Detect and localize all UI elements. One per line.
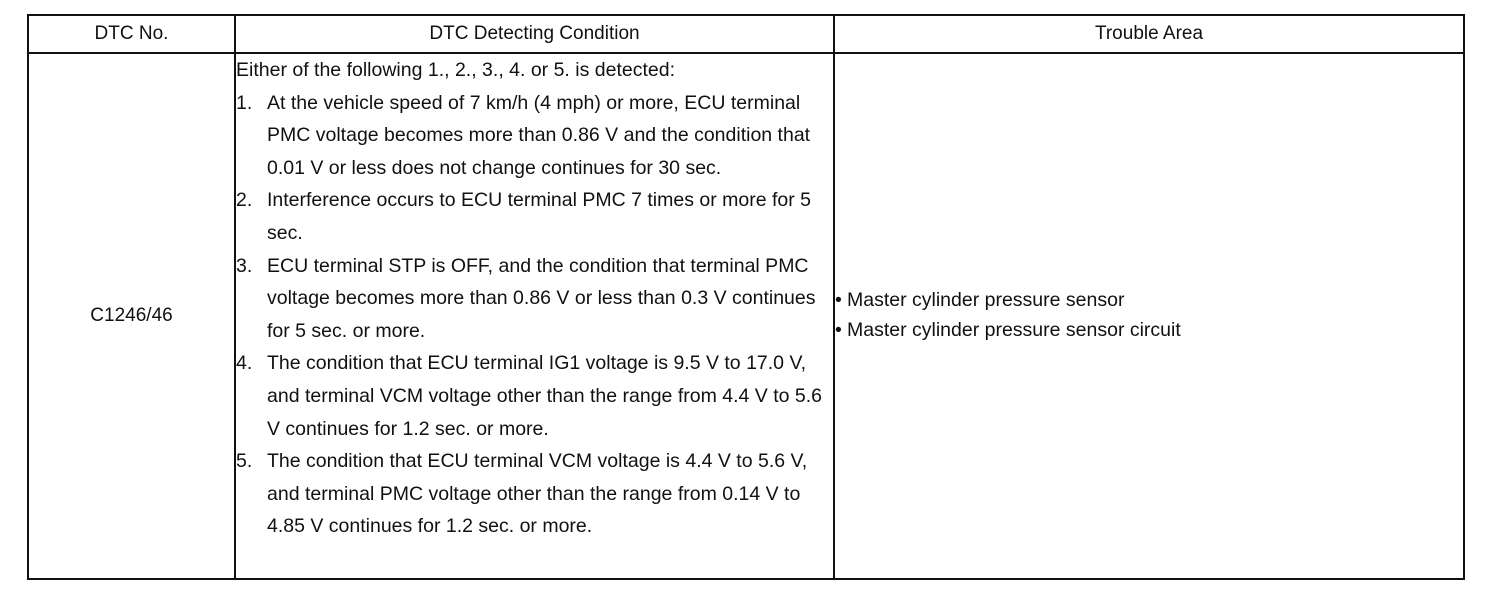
condition-item <box>236 87 833 185</box>
trouble-area-item <box>835 315 1463 345</box>
detecting-condition-cell <box>235 53 834 579</box>
bullet-icon: • <box>835 319 842 341</box>
trouble-area-list <box>835 285 1463 345</box>
trouble-area-cell <box>834 53 1464 579</box>
trouble-area-item <box>835 285 1463 315</box>
header-detecting-condition: DTC Detecting Condition <box>235 15 834 53</box>
condition-number: 1. <box>236 91 253 114</box>
condition-text: At the vehicle speed of 7 km/h (4 mph) or more, ECU terminal PMC voltage becomes more than 0.86 V and the condition that 0.01 V or less does not change continues for 30 sec. <box>267 91 811 179</box>
condition-item <box>236 184 833 249</box>
bullet-icon: • <box>835 289 842 311</box>
header-trouble-area: Trouble Area <box>834 15 1464 53</box>
header-dtc-no: DTC No. <box>28 15 235 53</box>
trouble-area-text: Master cylinder pressure sensor circuit <box>847 319 1181 341</box>
condition-text: ECU terminal STP is OFF, and the condition that terminal PMC voltage becomes more than 0.86 V or less than 0.3 V continues for 5 sec. or more. <box>267 254 816 342</box>
dtc-code: C1246/46 <box>28 53 235 579</box>
trouble-area-text: Master cylinder pressure sensor <box>847 289 1125 311</box>
condition-intro: Either of the following 1., 2., 3., 4. or 5. is detected: <box>236 59 675 81</box>
condition-number: 2. <box>236 189 253 212</box>
condition-text: Interference occurs to ECU terminal PMC 7 times or more for 5 sec. <box>267 189 812 244</box>
header-row <box>28 15 1464 53</box>
condition-item <box>236 445 833 543</box>
condition-list <box>236 87 833 543</box>
dtc-table <box>27 14 1465 580</box>
condition-item <box>236 347 833 445</box>
condition-text: The condition that ECU terminal IG1 voltage is 9.5 V to 17.0 V, and terminal VCM voltage other than the range from 4.4 V to 5.6 V continues for 1.2 sec. or more. <box>267 352 822 440</box>
table-row <box>28 53 1464 579</box>
condition-item <box>236 250 833 348</box>
condition-text: The condition that ECU terminal VCM voltage is 4.4 V to 5.6 V, and terminal PMC voltage other than the range from 0.14 V to 4.85 V continues for 1.2 sec. or more. <box>267 450 808 538</box>
condition-number: 5. <box>236 450 253 473</box>
condition-number: 3. <box>236 254 253 277</box>
condition-number: 4. <box>236 352 253 375</box>
